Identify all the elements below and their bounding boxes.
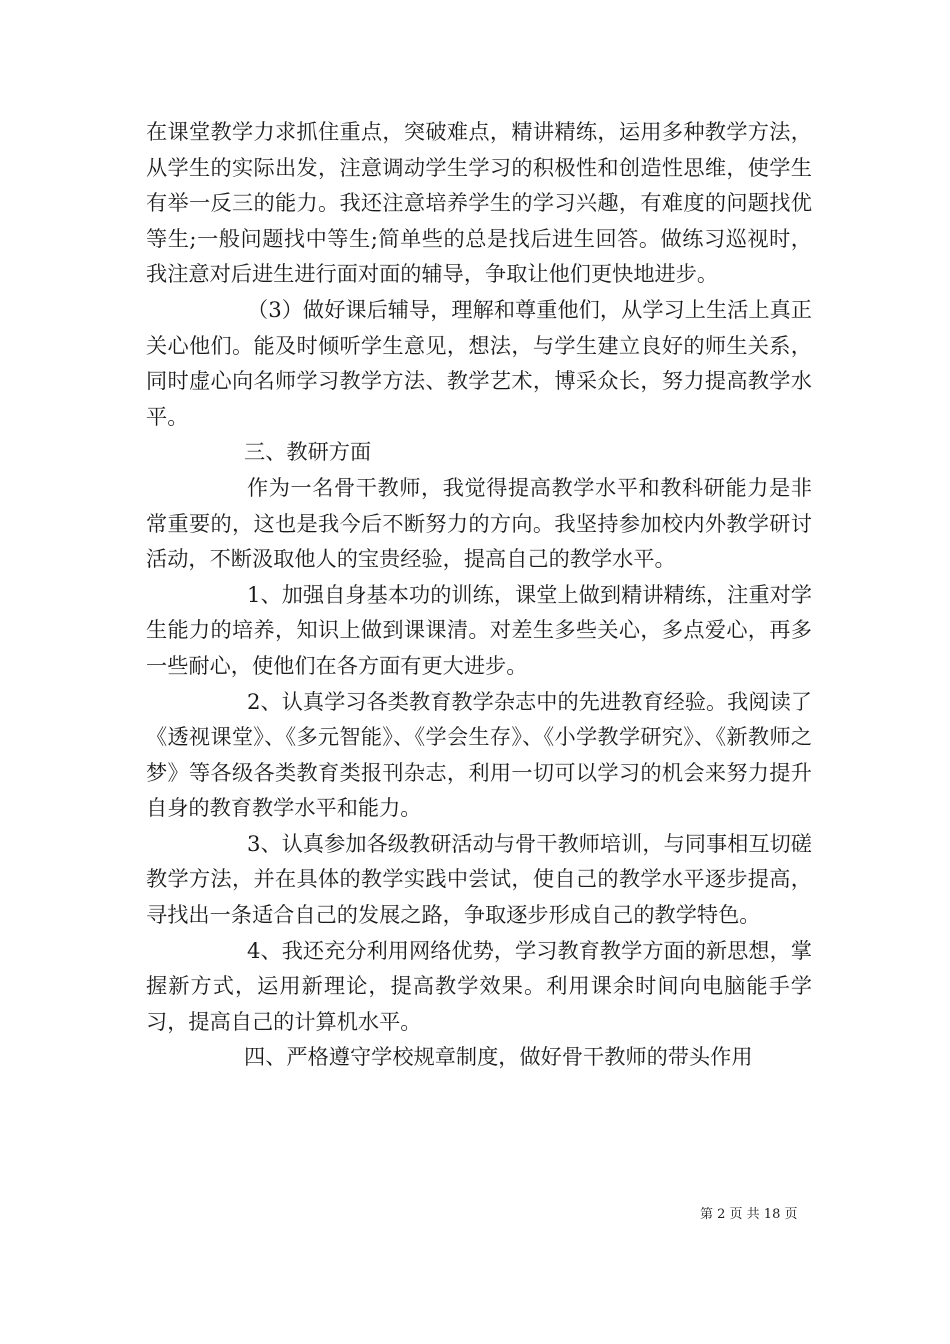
paragraph-item-1: 1、加强自身基本功的训练，课堂上做到精讲精练，注重对学生能力的培养，知识上做到课课清。对差生多些关心，多点爱心，再多一些耐心，使他们在各方面有更大进步。 (146, 581, 812, 678)
paragraph-item-2: 2、认真学习各类教育教学杂志中的先进教育经验。我阅读了《透视课堂》、《多元智能》、《学会生存》、《小学教学研究》、《新教师之梦》等各级各类教育类报刊杂志，利用一切可以学习的机会来努力提升自身的教育教学水平和能力。 (146, 688, 812, 821)
paragraph-after-class-tutoring: （3）做好课后辅导，理解和尊重他们，从学习上生活上真正关心他们。能及时倾听学生意见，想法，与学生建立良好的师生关系，同时虚心向名师学习教学方法、教学艺术，博采众长，努力提高教学水平。 (146, 296, 812, 429)
paragraph-research-intro: 作为一名骨干教师，我觉得提高教学水平和教科研能力是非常重要的，这也是我今后不断努力的方向。我坚持参加校内外教学研讨活动，不断汲取他人的宝贵经验，提高自己的教学水平。 (146, 474, 812, 572)
section-heading-school-rules: 四、严格遵守学校规章制度，做好骨干教师的带头作用 (244, 1044, 753, 1070)
page-number-footer: 第 2 页 共 18 页 (700, 1207, 798, 1222)
paragraph-item-3: 3、认真参加各级教研活动与骨干教师培训，与同事相互切磋教学方法，并在具体的教学实践中尝试，使自己的教学水平逐步提高，寻找出一条适合自己的发展之路，争取逐步形成自己的教学特色。 (146, 830, 812, 928)
document-body (146, 114, 812, 1075)
paragraph-item-4: 4、我还充分利用网络优势，学习教育教学方面的新思想，掌握新方式，运用新理论，提高教学效果。利用课余时间向电脑能手学习，提高自己的计算机水平。 (146, 937, 812, 1034)
paragraph-teaching-methods: 在课堂教学力求抓住重点，突破难点，精讲精练，运用多种教学方法，从学生的实际出发，注意调动学生学习的积极性和创造性思维，使学生有举一反三的能力。我还注意培养学生的学习兴趣，有难度的问题找优等生;一般问题找中等生;简单些的总是找后进生回答。做练习巡视时，我注意对后进生进行面对面的辅导，争取让他们更快地进步。 (146, 119, 812, 287)
section-heading-teaching-research: 三、教研方面 (244, 439, 372, 465)
